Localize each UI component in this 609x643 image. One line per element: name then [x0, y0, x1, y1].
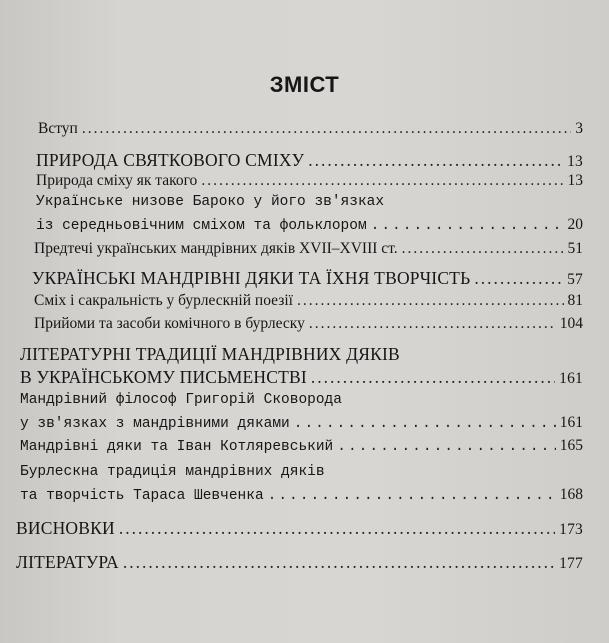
toc-entry-page: 161: [559, 414, 583, 431]
toc-entry-text: Предтечі українських мандрівних дяків XVII–XVIII ст.: [34, 240, 398, 257]
leader-dots: [119, 518, 555, 539]
leader-dots: [201, 172, 563, 190]
toc-entry-page: 20: [567, 216, 583, 233]
toc-entry-text-continued: В УКРАЇНСЬКОМУ ПИСЬМЕНСТВІ: [20, 367, 307, 387]
toc-entry-page: 81: [567, 292, 583, 309]
toc-entry-text-continued: у зв'язках з мандрівними дяками: [20, 416, 290, 432]
leader-dots: [308, 150, 563, 171]
toc-entry-text: ЛІТЕРАТУРА: [16, 552, 119, 572]
toc-entry-text: Вступ: [38, 120, 78, 137]
toc-entry: [36, 216, 583, 234]
toc-section: [32, 268, 583, 289]
toc-entry-page: 173: [559, 521, 583, 538]
toc-entry: [20, 437, 583, 455]
toc-entry-page: 104: [559, 315, 583, 332]
toc-entry-page: 57: [567, 271, 583, 288]
toc-section: [16, 552, 583, 573]
toc-entry: [20, 414, 583, 432]
toc-entry-text: Прийоми та засоби комічного в бурлеску: [34, 315, 305, 332]
toc-entry: [34, 292, 583, 310]
toc-entry-page: 51: [567, 240, 583, 257]
leader-dots: [337, 439, 555, 455]
toc-entry-text: Природа сміху як такого: [36, 172, 198, 189]
toc-entry-page: 3: [575, 120, 583, 137]
toc-entry: [34, 240, 583, 258]
toc-entry-text-continued: та творчість Тараса Шевченка: [20, 488, 264, 504]
leader-dots: [474, 268, 563, 289]
leader-dots: [311, 367, 555, 388]
toc-section: [16, 518, 583, 539]
toc-entry-page: 13: [567, 172, 583, 189]
toc-entry-text: УКРАЇНСЬКІ МАНДРІВНІ ДЯКИ ТА ЇХНЯ ТВОРЧІСТЬ: [32, 268, 471, 288]
toc-entry: [38, 120, 583, 138]
toc-section-text: ЛІТЕРАТУРНІ ТРАДИЦІЇ МАНДРІВНИХ ДЯКІВ: [20, 344, 400, 364]
toc-entry-text: Мандрівний філософ Григорій Сковорода: [20, 392, 342, 408]
leader-dots: [309, 315, 556, 333]
leader-dots: [268, 488, 556, 504]
toc-section: [20, 367, 583, 388]
toc-entry-text: ВИСНОВКИ: [16, 518, 115, 538]
toc-entry-text: ПРИРОДА СВЯТКОВОГО СМІХУ: [36, 150, 305, 170]
leader-dots: [402, 240, 564, 258]
leader-dots: [123, 552, 555, 573]
page-title: ЗМІСТ: [269, 72, 340, 97]
leader-dots: [371, 218, 564, 234]
toc-entry-text: Бурлескна традиція мандрівних дяків: [20, 464, 325, 480]
toc-entry: [34, 315, 583, 333]
toc-entry-page: 161: [559, 370, 583, 387]
toc-entry-page: 168: [559, 486, 583, 503]
toc-section: [36, 150, 583, 171]
toc-entry-text-continued: із середньовічним сміхом та фольклором: [36, 218, 367, 234]
toc-entry-text: Українське низове Бароко у його зв'язках: [36, 194, 385, 210]
toc-entry: [36, 172, 583, 190]
toc-entry-page: 165: [559, 437, 583, 454]
toc-entry-text: Сміх і сакральність у бурлескній поезії: [34, 292, 293, 309]
toc-entry: [20, 486, 583, 504]
leader-dots: [297, 292, 564, 310]
leader-dots: [82, 120, 571, 138]
toc-entry-page: 177: [559, 555, 583, 572]
leader-dots: [294, 416, 556, 432]
toc-entry-page: 13: [567, 153, 583, 170]
toc-entry-text: Мандрівні дяки та Іван Котляревський: [20, 439, 334, 455]
